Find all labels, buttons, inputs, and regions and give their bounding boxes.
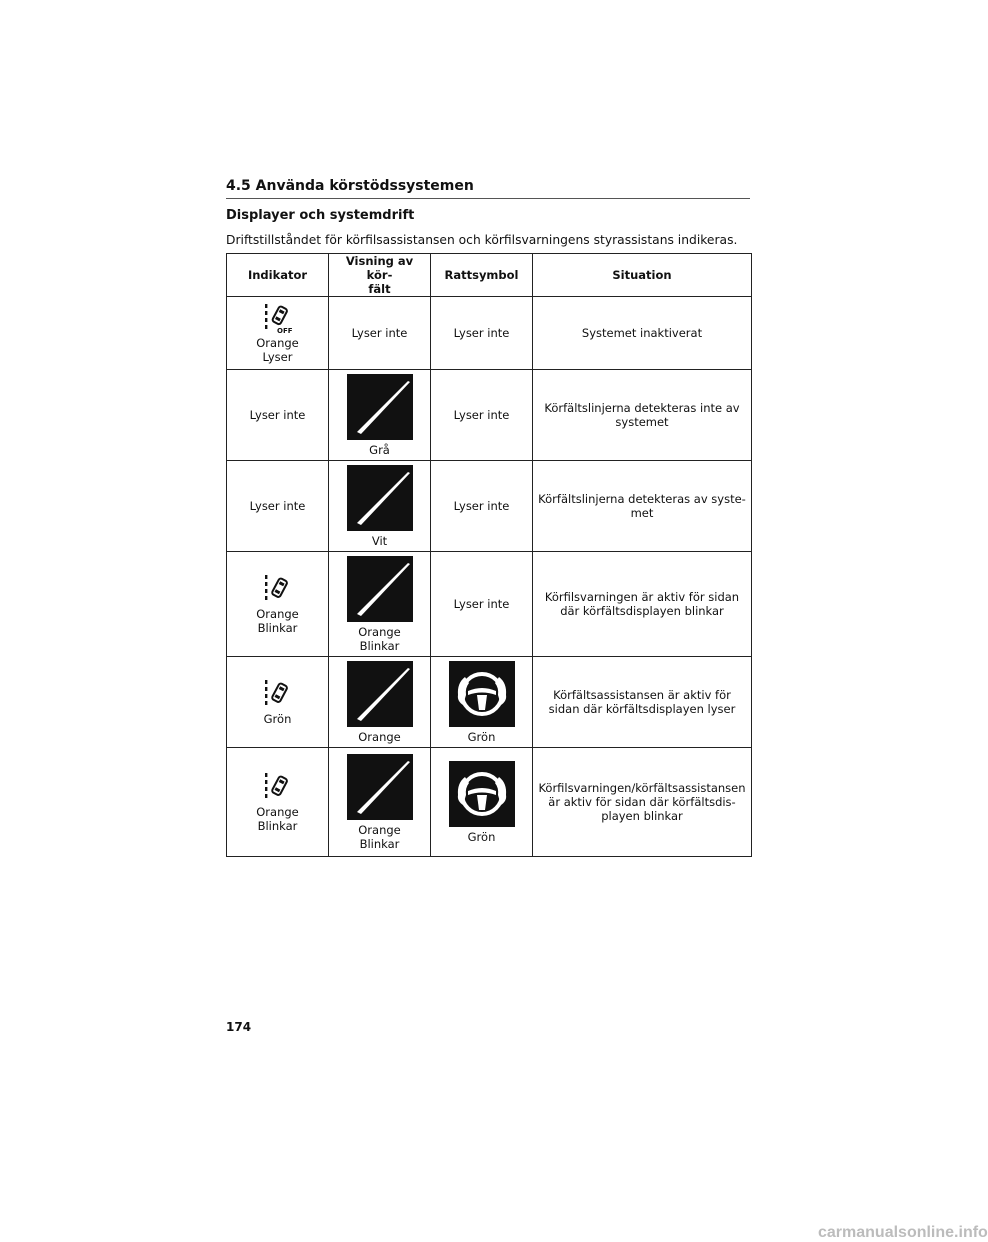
indicator-cell: Lyser inte bbox=[227, 370, 329, 461]
column-header-situation: Situation bbox=[533, 254, 752, 297]
lane-display-color: Orange bbox=[358, 822, 401, 837]
subheading: Displayer och systemdrift bbox=[226, 208, 415, 223]
indicator-color: Grön bbox=[263, 712, 292, 726]
page-number: 174 bbox=[226, 1020, 252, 1034]
lane-departure-off-icon bbox=[263, 302, 293, 334]
indicator-state: Lyser bbox=[262, 350, 293, 364]
lane-departure-icon bbox=[263, 678, 293, 710]
lane-display-color: Orange bbox=[358, 624, 401, 639]
wheel-symbol-cell: Lyser inte bbox=[431, 370, 533, 461]
table-row bbox=[227, 552, 752, 657]
watermark: carmanualsonline.info bbox=[818, 1224, 988, 1241]
lane-display-color: Vit bbox=[371, 533, 388, 548]
lane-display-icon bbox=[347, 465, 413, 531]
column-header-lane-display: Visning av kör- fält bbox=[329, 254, 431, 297]
lane-display-cell bbox=[329, 370, 431, 461]
situation-cell: Körfältslinjerna detekteras inte av systemet bbox=[533, 370, 752, 461]
table-row bbox=[227, 461, 752, 552]
indicator-cell bbox=[227, 297, 329, 370]
wheel-symbol-color: Grön bbox=[467, 829, 496, 844]
indicator-table bbox=[226, 253, 752, 857]
lane-departure-icon bbox=[263, 573, 293, 605]
lane-display-cell bbox=[329, 461, 431, 552]
wheel-symbol-cell: Lyser inte bbox=[431, 461, 533, 552]
section-title: 4.5 Använda körstödssystemen bbox=[226, 178, 750, 199]
indicator-color: Orange bbox=[256, 336, 299, 350]
lane-display-cell bbox=[329, 657, 431, 748]
indicator-state: Blinkar bbox=[257, 819, 298, 833]
indicator-cell bbox=[227, 657, 329, 748]
lane-display-cell bbox=[329, 748, 431, 857]
lane-display-state: Blinkar bbox=[359, 836, 400, 851]
steering-hands-icon bbox=[449, 661, 515, 727]
lane-display-icon bbox=[347, 754, 413, 820]
indicator-state: Blinkar bbox=[257, 621, 298, 635]
indicator-color: Orange bbox=[256, 607, 299, 621]
indicator-cell bbox=[227, 748, 329, 857]
wheel-symbol-cell: Lyser inte bbox=[431, 297, 533, 370]
column-header-indicator: Indikator bbox=[227, 254, 329, 297]
lane-display-icon bbox=[347, 556, 413, 622]
table-row bbox=[227, 748, 752, 857]
situation-cell: Körfältslinjerna detekteras av syste-met bbox=[533, 461, 752, 552]
indicator-cell: Lyser inte bbox=[227, 461, 329, 552]
svg-text:OFF: OFF bbox=[276, 327, 293, 335]
lane-display-color: Orange bbox=[358, 729, 401, 744]
lane-display-state: Blinkar bbox=[359, 638, 400, 653]
lane-display-icon bbox=[347, 374, 413, 440]
table-row bbox=[227, 297, 752, 370]
indicator-cell bbox=[227, 552, 329, 657]
situation-cell: Körfilsvarningen/körfältsassistansen är aktiv för sidan där körfältsdis-playen blinkar bbox=[533, 748, 752, 857]
column-header-wheel-symbol: Rattsymbol bbox=[431, 254, 533, 297]
steering-hands-icon bbox=[449, 761, 515, 827]
situation-cell: Körfilsvarningen är aktiv för sidan där körfältsdisplayen blinkar bbox=[533, 552, 752, 657]
intro-paragraph: Driftstillståndet för körfilsassistansen och körfilsvarningens styrassistans indikeras. bbox=[226, 233, 738, 247]
wheel-symbol-cell: Lyser inte bbox=[431, 552, 533, 657]
wheel-symbol-cell bbox=[431, 748, 533, 857]
indicator-color: Orange bbox=[256, 805, 299, 819]
lane-display-cell bbox=[329, 552, 431, 657]
lane-display-color: Grå bbox=[369, 442, 390, 457]
wheel-symbol-cell bbox=[431, 657, 533, 748]
table-row bbox=[227, 370, 752, 461]
table-row bbox=[227, 657, 752, 748]
lane-display-icon bbox=[347, 661, 413, 727]
situation-cell: Körfältsassistansen är aktiv för sidan där körfältsdisplayen lyser bbox=[533, 657, 752, 748]
wheel-symbol-color: Grön bbox=[467, 729, 496, 744]
lane-display-cell: Lyser inte bbox=[329, 297, 431, 370]
situation-cell: Systemet inaktiverat bbox=[533, 297, 752, 370]
table-header-row bbox=[227, 254, 752, 297]
lane-departure-icon bbox=[263, 771, 293, 803]
